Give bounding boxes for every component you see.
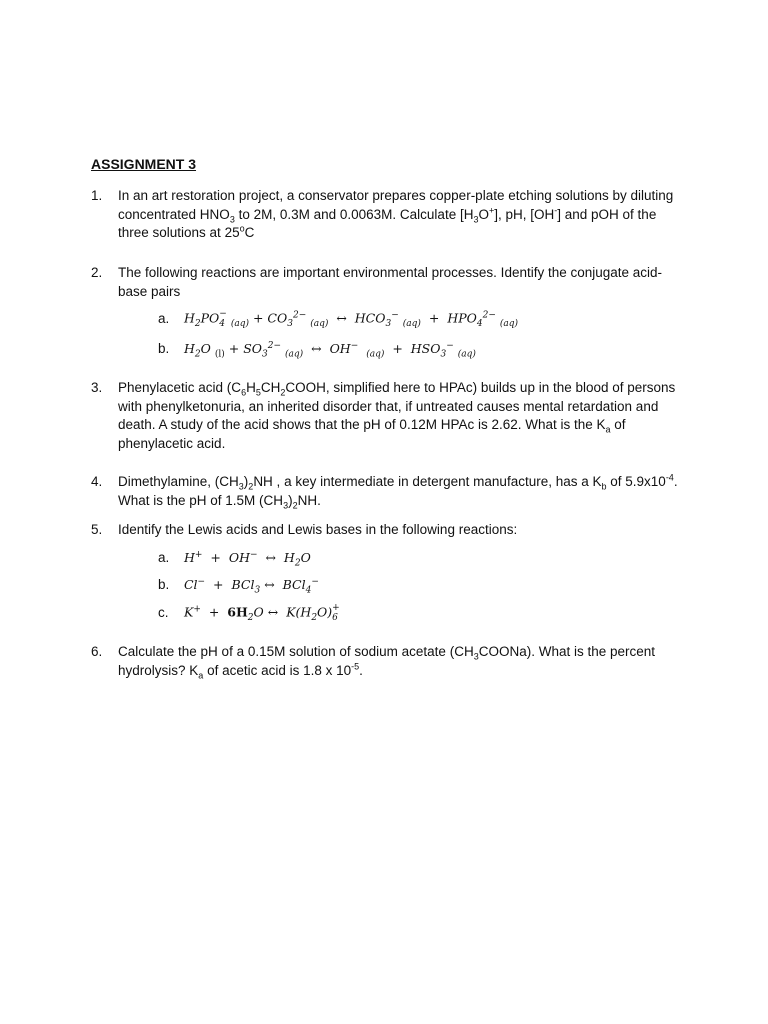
reaction-5c: c. $K^+ + 6H_2O$ ↔ $K(H_2O)$ + 6 — [158, 603, 340, 623]
reaction-5a: a. H+ + OH− ↔ $H_2O$ — [158, 549, 311, 569]
question-number: 3. — [91, 380, 103, 395]
question-number: 4. — [91, 474, 103, 489]
question-number: 6. — [91, 644, 103, 659]
question-number: 2. — [91, 265, 103, 280]
question-text: Dimethylamine, $(CH_3)_2NH$ , a key intermediate in detergent manufacture, has a $K_b$ of $5.9x10^{-4}$. What is the pH of 1.5M $(CH_3)_2NH$. — [118, 472, 678, 511]
reaction-5b: b. Cl− + BCl$_3$ ↔ BCl$_4$− — [158, 576, 319, 596]
reaction-2a: a. $H_2PO$ − 4 $_{(aq)} + CO_3^{2-}$ $_{(aq)}$ ↔ $HCO_3^-$ $_{(aq)} + HPO_4^{2-}$ $_{(aq)}$ — [158, 309, 519, 329]
question-text: The following reactions are important environmental processes. Identify the conjugate acid-base pairs — [118, 265, 663, 299]
question-number: 1. — [91, 188, 103, 203]
question-3 — [91, 379, 681, 453]
question-text: Calculate the pH of a 0.15M solution of sodium acetate $(CH_3COONa)$. What is the percent hydrolysis? $K_a$ of acetic acid is 1.8 x $10^{-5}$. — [118, 644, 656, 681]
question-1 — [91, 187, 681, 243]
assignment-title: ASSIGNMENT 3 — [91, 156, 197, 172]
question-5 — [91, 521, 681, 540]
question-4 — [91, 473, 681, 510]
question-text: Phenylacetic acid ($C_6H_5CH_2COOH$, simplified here to HPAc) builds up in the blood of persons with phenylketonuria, an inherited disorder that, if untreated causes mental retardation and death. A study of the acid shows that the pH of 0.12M HPAc is 2.62. What is the $K_a$ of phenylacetic acid. — [118, 380, 676, 451]
question-number: 5. — [91, 522, 103, 537]
question-2 — [91, 264, 681, 301]
question-text: In an art restoration project, a conservator prepares copper-plate etching solutions by diluting concentrated $HNO_3$ to 2M, 0.3M and 0.0063M. Calculate $[H_3O^+]$, pH, [OH-] and pOH of the three solutions at 25$^o$C — [118, 188, 674, 240]
question-6 — [91, 643, 681, 680]
question-text: Identify the Lewis acids and Lewis bases in the following reactions: — [118, 522, 518, 537]
reaction-2b: b. $H_2O$ $_{(l)} + SO_3^{2-}$ $_{(aq)}$ ↔ OH− $_{(aq)} + HSO_3^-$ $_{(aq)}$ — [158, 340, 476, 360]
